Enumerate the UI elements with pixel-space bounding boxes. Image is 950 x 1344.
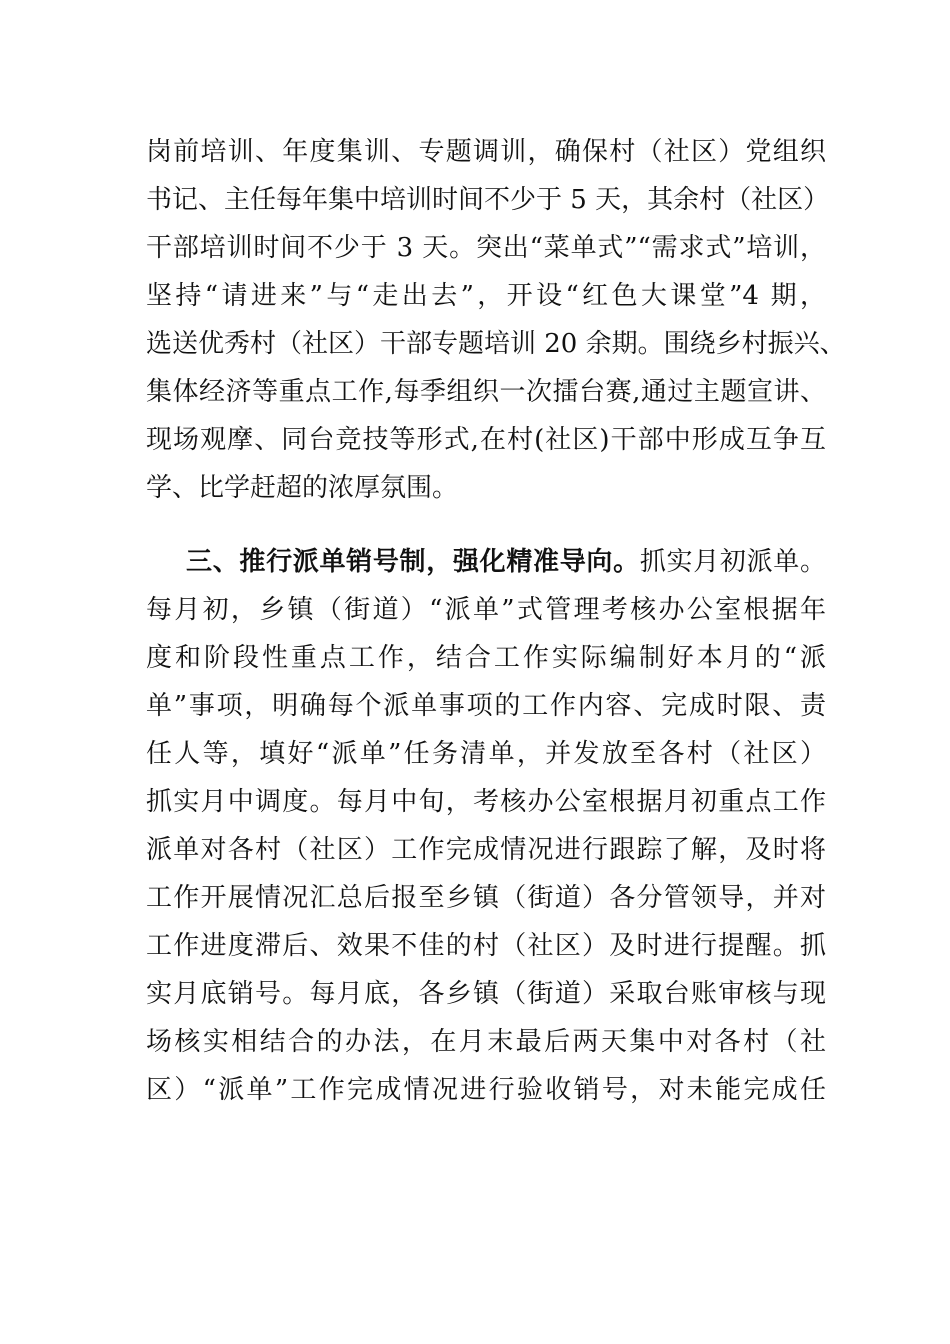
paragraph-2-line-5: 任人等，填好“派单”任务清单，并发放至各村（社区） xyxy=(146,739,826,769)
section-heading: 三、推行派单销号制，强化精准导向。 xyxy=(186,547,640,577)
paragraph-1-line-5: 选送优秀村（社区）干部专题培训 20 余期。围绕乡村振兴、 xyxy=(146,329,846,359)
paragraph-2-line-9: 工作进度滞后、效果不佳的村（社区）及时进行提醒。抓 xyxy=(146,931,826,961)
paragraph-2-line-10: 实月底销号。每月底，各乡镇（街道）采取台账审核与现 xyxy=(146,979,826,1009)
paragraph-2-line-1 xyxy=(186,538,826,586)
paragraph-2-line-2: 每月初，乡镇（街道）“派单”式管理考核办公室根据年 xyxy=(146,595,826,625)
paragraph-1-line-4: 坚持“请进来”与“走出去”，开设“红色大课堂”4 期， xyxy=(146,281,826,311)
paragraph-2-line-7: 派单对各村（社区）工作完成情况进行跟踪了解，及时将 xyxy=(146,835,826,865)
paragraph-1-line-2: 书记、主任每年集中培训时间不少于 5 天，其余村（社区） xyxy=(146,185,830,215)
paragraph-2-line-6: 抓实月中调度。每月中旬，考核办公室根据月初重点工作 xyxy=(146,787,826,817)
paragraph-1-line-3: 干部培训时间不少于 3 天。突出“菜单式”“需求式”培训， xyxy=(146,233,826,263)
paragraph-2-line-11: 场核实相结合的办法，在月末最后两天集中对各村（社 xyxy=(146,1027,826,1057)
section-heading-rest: 抓实月初派单。 xyxy=(639,547,826,577)
paragraph-2-line-8: 工作开展情况汇总后报至乡镇（街道）各分管领导，并对 xyxy=(146,883,826,913)
paragraph-1-line-6: 集体经济等重点工作,每季组织一次擂台赛,通过主题宣讲、 xyxy=(146,377,826,407)
paragraph-2-line-3: 度和阶段性重点工作，结合工作实际编制好本月的“派 xyxy=(146,643,826,673)
paragraph-1-line-7: 现场观摩、同台竞技等形式,在村(社区)干部中形成互争互 xyxy=(146,425,826,455)
paragraph-1-line-1: 岗前培训、年度集训、专题调训，确保村（社区）党组织 xyxy=(146,137,826,167)
paragraph-2-line-4: 单”事项，明确每个派单事项的工作内容、完成时限、责 xyxy=(146,691,826,721)
paragraph-2-line-12: 区）“派单”工作完成情况进行验收销号，对未能完成任 xyxy=(146,1075,826,1105)
paragraph-1-line-8: 学、比学赶超的浓厚氛围。 xyxy=(146,473,459,503)
